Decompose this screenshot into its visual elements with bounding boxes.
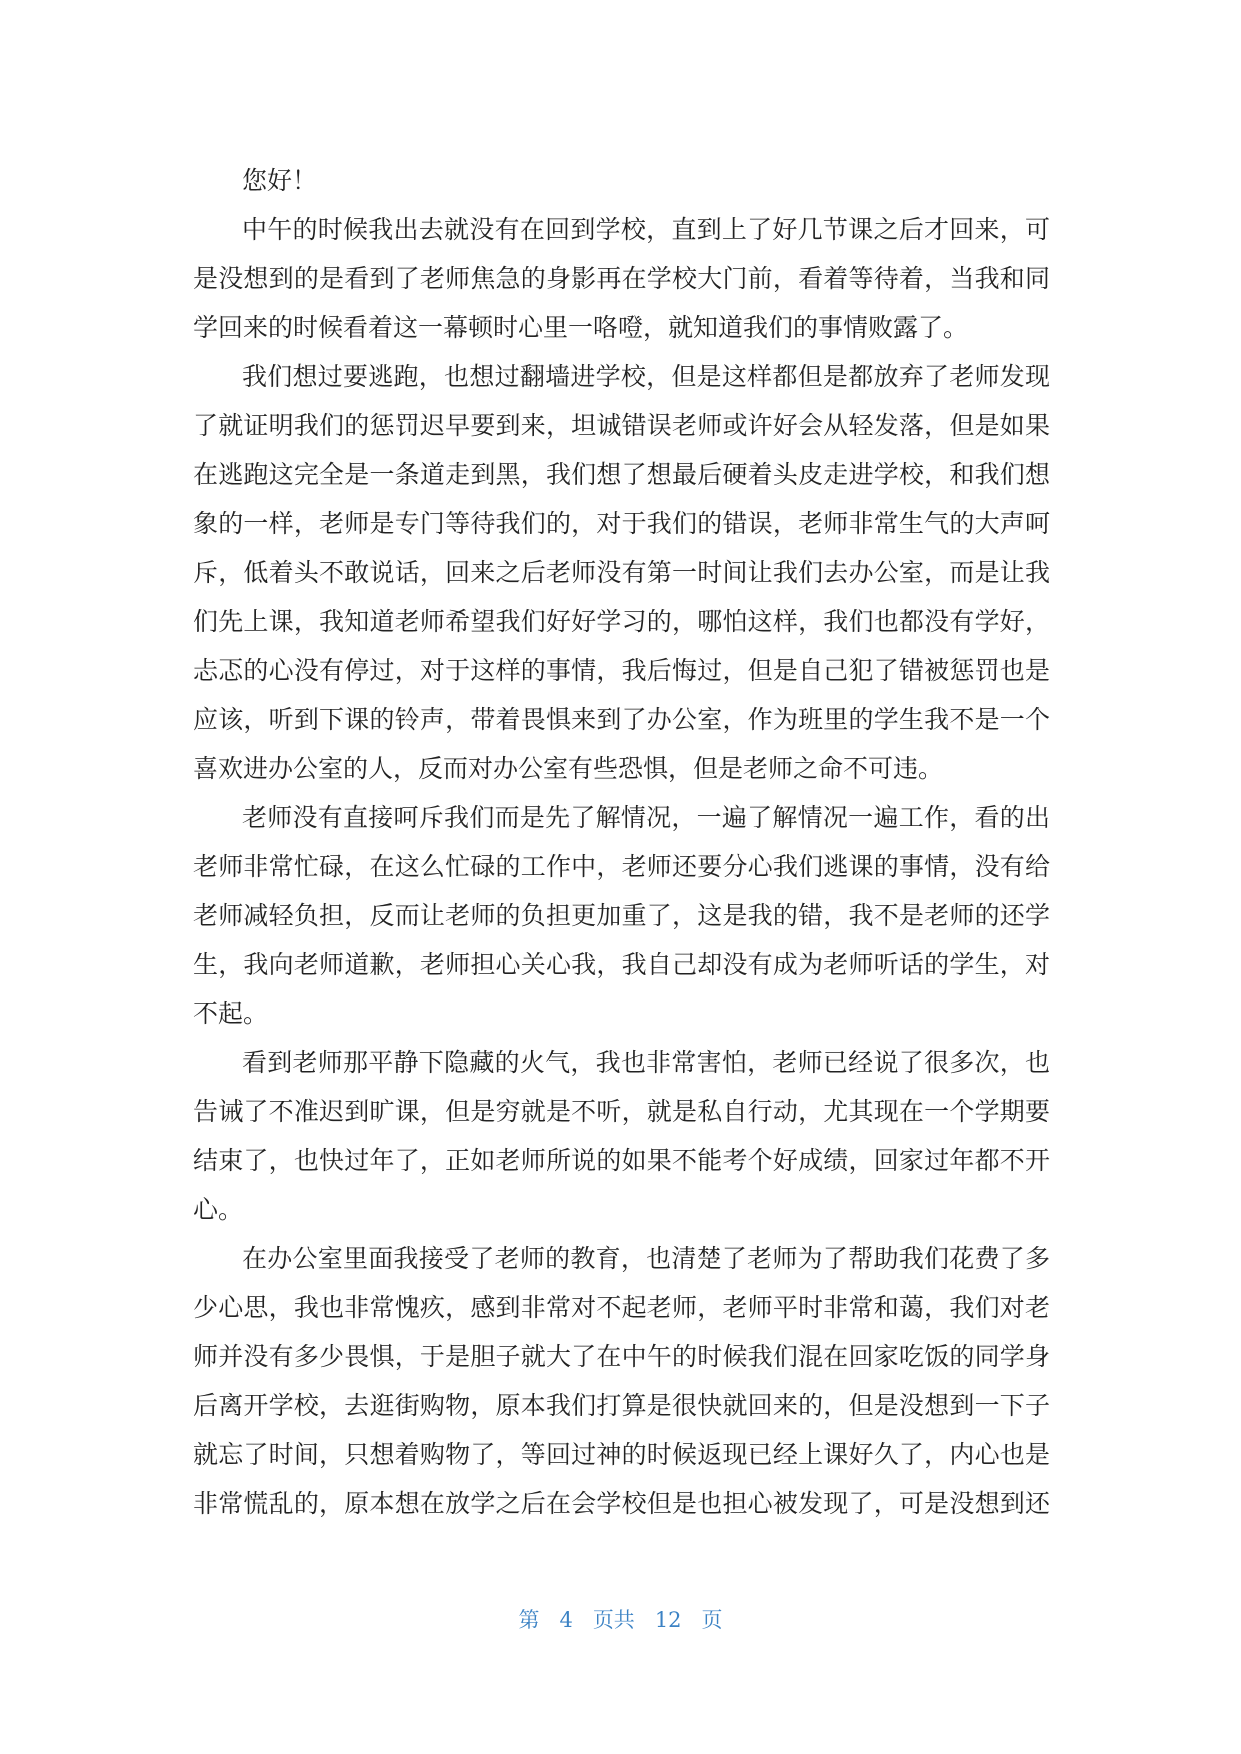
text-line: 告诫了不准迟到旷课，但是穷就是不听，就是私自行动，尤其现在一个学期要 [193,1097,1050,1126]
text-line: 心。 [193,1195,244,1224]
current-page-number: 4 [559,1608,573,1632]
text-line: 后离开学校，去逛街购物，原本我们打算是很快就回来的，但是没想到一下子 [193,1391,1050,1420]
text-line: 不起。 [193,999,269,1028]
text-line: 中午的时候我出去就没有在回到学校，直到上了好几节课之后才回来，可 [242,215,1050,244]
text-line: 老师非常忙碌，在这么忙碌的工作中，老师还要分心我们逃课的事情，没有给 [193,852,1050,881]
text-line: 您好！ [242,166,318,195]
total-pages: 12 [654,1608,682,1632]
text-line: 应该，听到下课的铃声，带着畏惧来到了办公室，作为班里的学生我不是一个 [193,705,1050,734]
text-line: 是没想到的是看到了老师焦急的身影再在学校大门前，看着等待着，当我和同 [193,264,1050,293]
text-line: 我们想过要逃跑，也想过翻墙进学校，但是这样都但是都放弃了老师发现 [242,362,1050,391]
text-line: 结束了，也快过年了，正如老师所说的如果不能考个好成绩，回家过年都不开 [193,1146,1050,1175]
text-line: 师并没有多少畏惧，于是胆子就大了在中午的时候我们混在回家吃饭的同学身 [193,1342,1050,1371]
body-text [193,156,1050,1528]
text-line: 在逃跑这完全是一条道走到黑，我们想了想最后硬着头皮走进学校，和我们想 [193,460,1050,489]
footer-suffix: 页 [701,1608,723,1632]
text-line: 象的一样，老师是专门等待我们的，对于我们的错误，老师非常生气的大声呵 [193,509,1050,538]
text-line: 学回来的时候看着这一幕顿时心里一咯噔，就知道我们的事情败露了。 [193,313,969,342]
text-line: 了就证明我们的惩罚迟早要到来，坦诚错误老师或许好会从轻发落，但是如果 [193,411,1050,440]
text-line: 看到老师那平静下隐藏的火气，我也非常害怕，老师已经说了很多次，也 [242,1048,1050,1077]
text-line: 非常慌乱的，原本想在放学之后在会学校但是也担心被发现了，可是没想到还 [193,1489,1050,1518]
text-line: 斥，低着头不敢说话，回来之后老师没有第一时间让我们去办公室，而是让我 [193,558,1050,587]
text-line: 生，我向老师道歉，老师担心关心我，我自己却没有成为老师听话的学生，对 [193,950,1050,979]
page-footer [0,1604,1241,1634]
text-line: 少心思，我也非常愧疚，感到非常对不起老师，老师平时非常和蔼，我们对老 [193,1293,1050,1322]
text-line: 老师减轻负担，反而让老师的负担更加重了，这是我的错，我不是老师的还学 [193,901,1050,930]
text-line: 喜欢进办公室的人，反而对办公室有些恐惧，但是老师之命不可违。 [193,754,944,783]
text-line: 忐忑的心没有停过，对于这样的事情，我后悔过，但是自己犯了错被惩罚也是 [193,656,1050,685]
text-line: 老师没有直接呵斥我们而是先了解情况，一遍了解情况一遍工作，看的出 [242,803,1050,832]
text-line: 就忘了时间，只想着购物了，等回过神的时候返现已经上课好久了，内心也是 [193,1440,1050,1469]
footer-mid: 页共 [592,1608,635,1632]
footer-prefix: 第 [518,1608,540,1632]
text-line: 们先上课，我知道老师希望我们好好学习的，哪怕这样，我们也都没有学好， [193,607,1050,636]
text-line: 在办公室里面我接受了老师的教育，也清楚了老师为了帮助我们花费了多 [242,1244,1050,1273]
